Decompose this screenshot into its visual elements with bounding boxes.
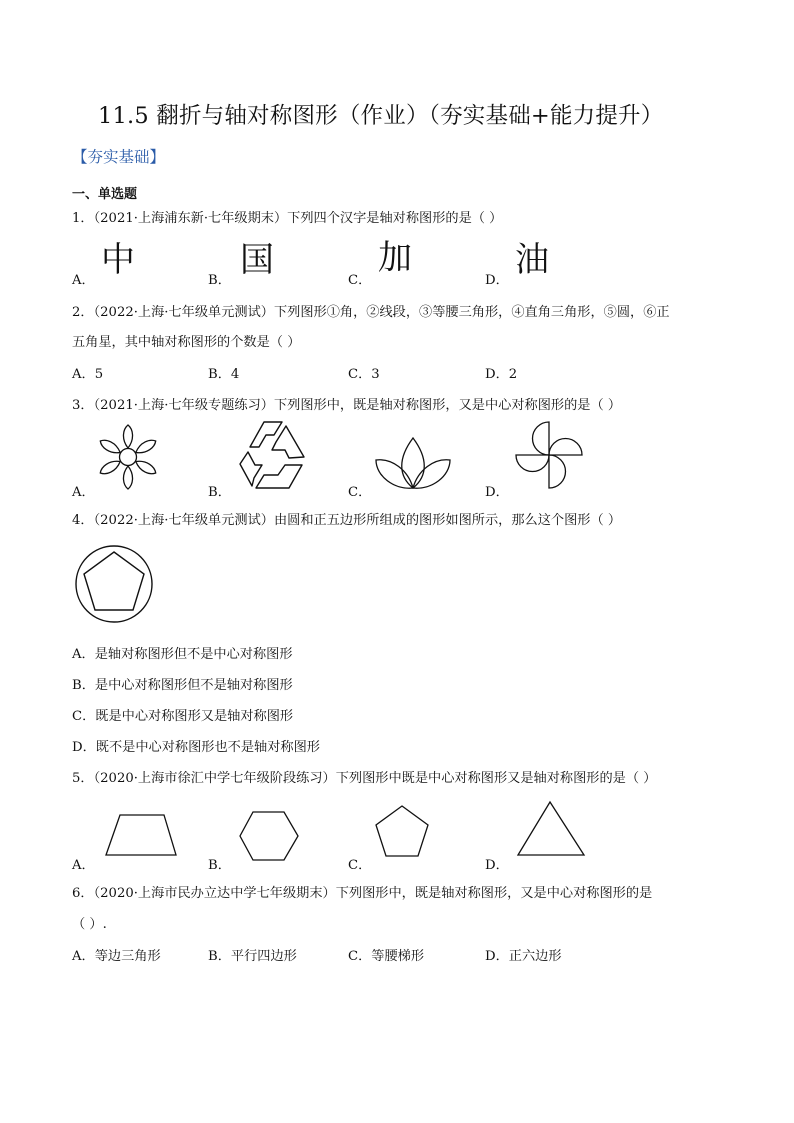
q2-option-d: D．2: [485, 367, 518, 382]
pinwheel-icon: [514, 420, 584, 490]
flower-icon: [96, 422, 160, 492]
q2-option-c: C．3: [348, 367, 380, 382]
q5-option-d-label: D．: [485, 858, 509, 873]
q1-option-a-char: 中: [101, 240, 135, 280]
question-6-line2: （ ）.: [72, 917, 107, 932]
section-heading: 【夯实基础】: [72, 148, 166, 166]
q3-option-d-label: D．: [485, 485, 509, 500]
q1-option-d-label: D．: [485, 273, 509, 288]
question-4-text: 4．（2022·上海·七年级单元测试）由圆和正五边形所组成的图形如图所示，那么这个图形（ ）: [72, 513, 622, 528]
hexagon-icon: [238, 810, 300, 862]
question-1-text: 1．（2021·上海浦东新·七年级期末）下列四个汉字是轴对称图形的是（ ）: [72, 211, 503, 226]
pentagon-icon: [374, 804, 430, 858]
q1-option-c-char: 加: [378, 238, 412, 278]
q5-option-c-label: C．: [348, 858, 372, 873]
q4-option-a: A．是轴对称图形但不是中心对称图形: [72, 647, 293, 662]
q1-option-d-char: 油: [515, 240, 549, 280]
question-2-line2: 五角星，其中轴对称图形的个数是（ ）: [72, 335, 301, 350]
q4-option-c: C．既是中心对称图形又是轴对称图形: [72, 709, 294, 724]
question-5-text: 5．（2020·上海市徐汇中学七年级阶段练习）下列图形中既是中心对称图形又是轴对称图形的是（ ）: [72, 771, 657, 786]
q3-option-b-label: B．: [208, 485, 231, 500]
q2-option-b: B．4: [208, 367, 240, 382]
q4-option-d: D．既不是中心对称图形也不是轴对称图形: [72, 740, 320, 755]
q1-option-b-label: B．: [208, 273, 231, 288]
circle-pentagon-icon: [74, 544, 154, 624]
q4-option-b: B．是中心对称图形但不是轴对称图形: [72, 678, 293, 693]
q3-option-a-label: A．: [72, 485, 95, 500]
page-title: 11.5 翻折与轴对称图形（作业）（夯实基础+能力提升）: [98, 103, 664, 129]
q1-option-b-char: 国: [240, 240, 274, 280]
q1-option-c-label: C．: [348, 273, 372, 288]
question-2-line1: 2．（2022·上海·七年级单元测试）下列图形①角，②线段，③等腰三角形，④直角三角形，⑤圆，⑥正: [72, 305, 670, 320]
q2-option-a: A．5: [72, 367, 104, 382]
recycle-triangle-icon: [236, 420, 308, 492]
q5-option-b-label: B．: [208, 858, 231, 873]
q6-option-b: B．平行四边形: [208, 949, 297, 964]
lotus-icon: [372, 418, 454, 492]
subsection-heading: 一、单选题: [72, 187, 138, 202]
q1-option-a-label: A．: [72, 273, 95, 288]
q6-option-c: C．等腰梯形: [348, 949, 425, 964]
q5-option-a-label: A．: [72, 858, 95, 873]
q6-option-d: D．正六边形: [485, 949, 562, 964]
question-6-line1: 6．（2020·上海市民办立达中学七年级期末）下列图形中，既是轴对称图形，又是中心对称图形的是: [72, 886, 653, 901]
q6-option-a: A．等边三角形: [72, 949, 161, 964]
q3-option-c-label: C．: [348, 485, 372, 500]
trapezoid-icon: [104, 812, 180, 858]
question-3-text: 3．（2021·上海·七年级专题练习）下列图形中，既是轴对称图形，又是中心对称图形的是（ ）: [72, 398, 622, 413]
triangle-icon: [516, 800, 588, 858]
